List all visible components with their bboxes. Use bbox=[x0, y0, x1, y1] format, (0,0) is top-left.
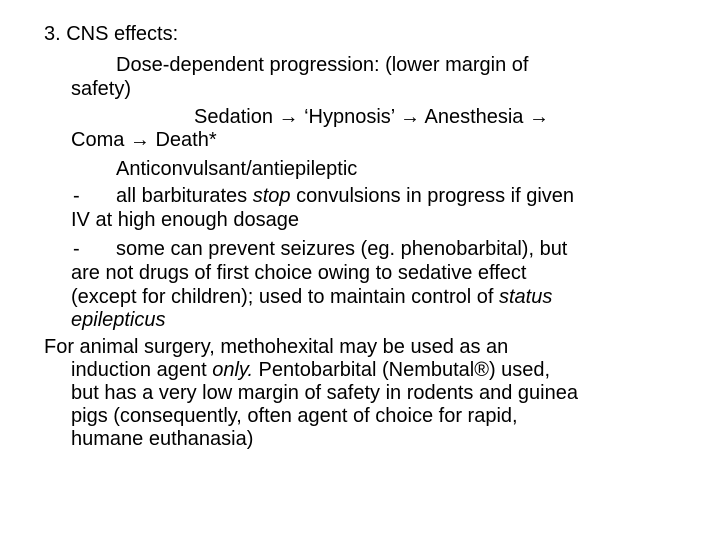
bullet-2-emphasis-epilepticus: epilepticus bbox=[71, 309, 166, 331]
bullet-marker-2: - bbox=[73, 238, 80, 260]
dose-intro-line-1: Dose-dependent progression: (lower margin of bbox=[116, 54, 529, 76]
section-heading: 3. CNS effects: bbox=[44, 23, 179, 45]
bullet-2-line-2: are not drugs of first choice owing to sedative effect bbox=[71, 262, 527, 284]
bullet-1-line-2: IV at high enough dosage bbox=[71, 209, 299, 231]
bullet-marker-1: - bbox=[73, 185, 80, 207]
surgery-line-5: humane euthanasia) bbox=[71, 428, 254, 450]
surgery-text-a: induction agent bbox=[71, 359, 213, 381]
surgery-text-c: Pentobarbital (Nembutal®) used, bbox=[253, 359, 551, 381]
bullet-2-line-1: some can prevent seizures (eg. phenobarbital), but bbox=[116, 238, 568, 260]
dose-intro-line-2: safety) bbox=[71, 78, 132, 100]
progression-line-2: Coma → Death* bbox=[71, 129, 217, 151]
bullet-1-text-c: convulsions in progress if given bbox=[290, 185, 575, 207]
bullet-1-text-a: all barbiturates bbox=[116, 185, 253, 207]
anticonvulsant-heading: Anticonvulsant/antiepileptic bbox=[116, 158, 358, 180]
bullet-1-line-1 bbox=[116, 184, 574, 208]
surgery-line-3: but has a very low margin of safety in rodents and guinea bbox=[71, 382, 578, 404]
surgery-emphasis-only: only. bbox=[212, 359, 253, 381]
bullet-2-emphasis-status: status bbox=[499, 286, 553, 308]
bullet-1-emphasis-stop: stop bbox=[252, 185, 291, 207]
progression-line-1: Sedation → ‘Hypnosis’ → Anesthesia → bbox=[194, 106, 549, 128]
surgery-line-2 bbox=[71, 358, 550, 382]
bullet-2-line-4 bbox=[71, 308, 166, 332]
bullet-2-text-a: (except for children); used to maintain control of bbox=[71, 286, 499, 308]
bullet-2-line-3 bbox=[71, 285, 552, 309]
surgery-line-1: For animal surgery, methohexital may be used as an bbox=[44, 336, 509, 358]
surgery-line-4: pigs (consequently, often agent of choice for rapid, bbox=[71, 405, 518, 427]
